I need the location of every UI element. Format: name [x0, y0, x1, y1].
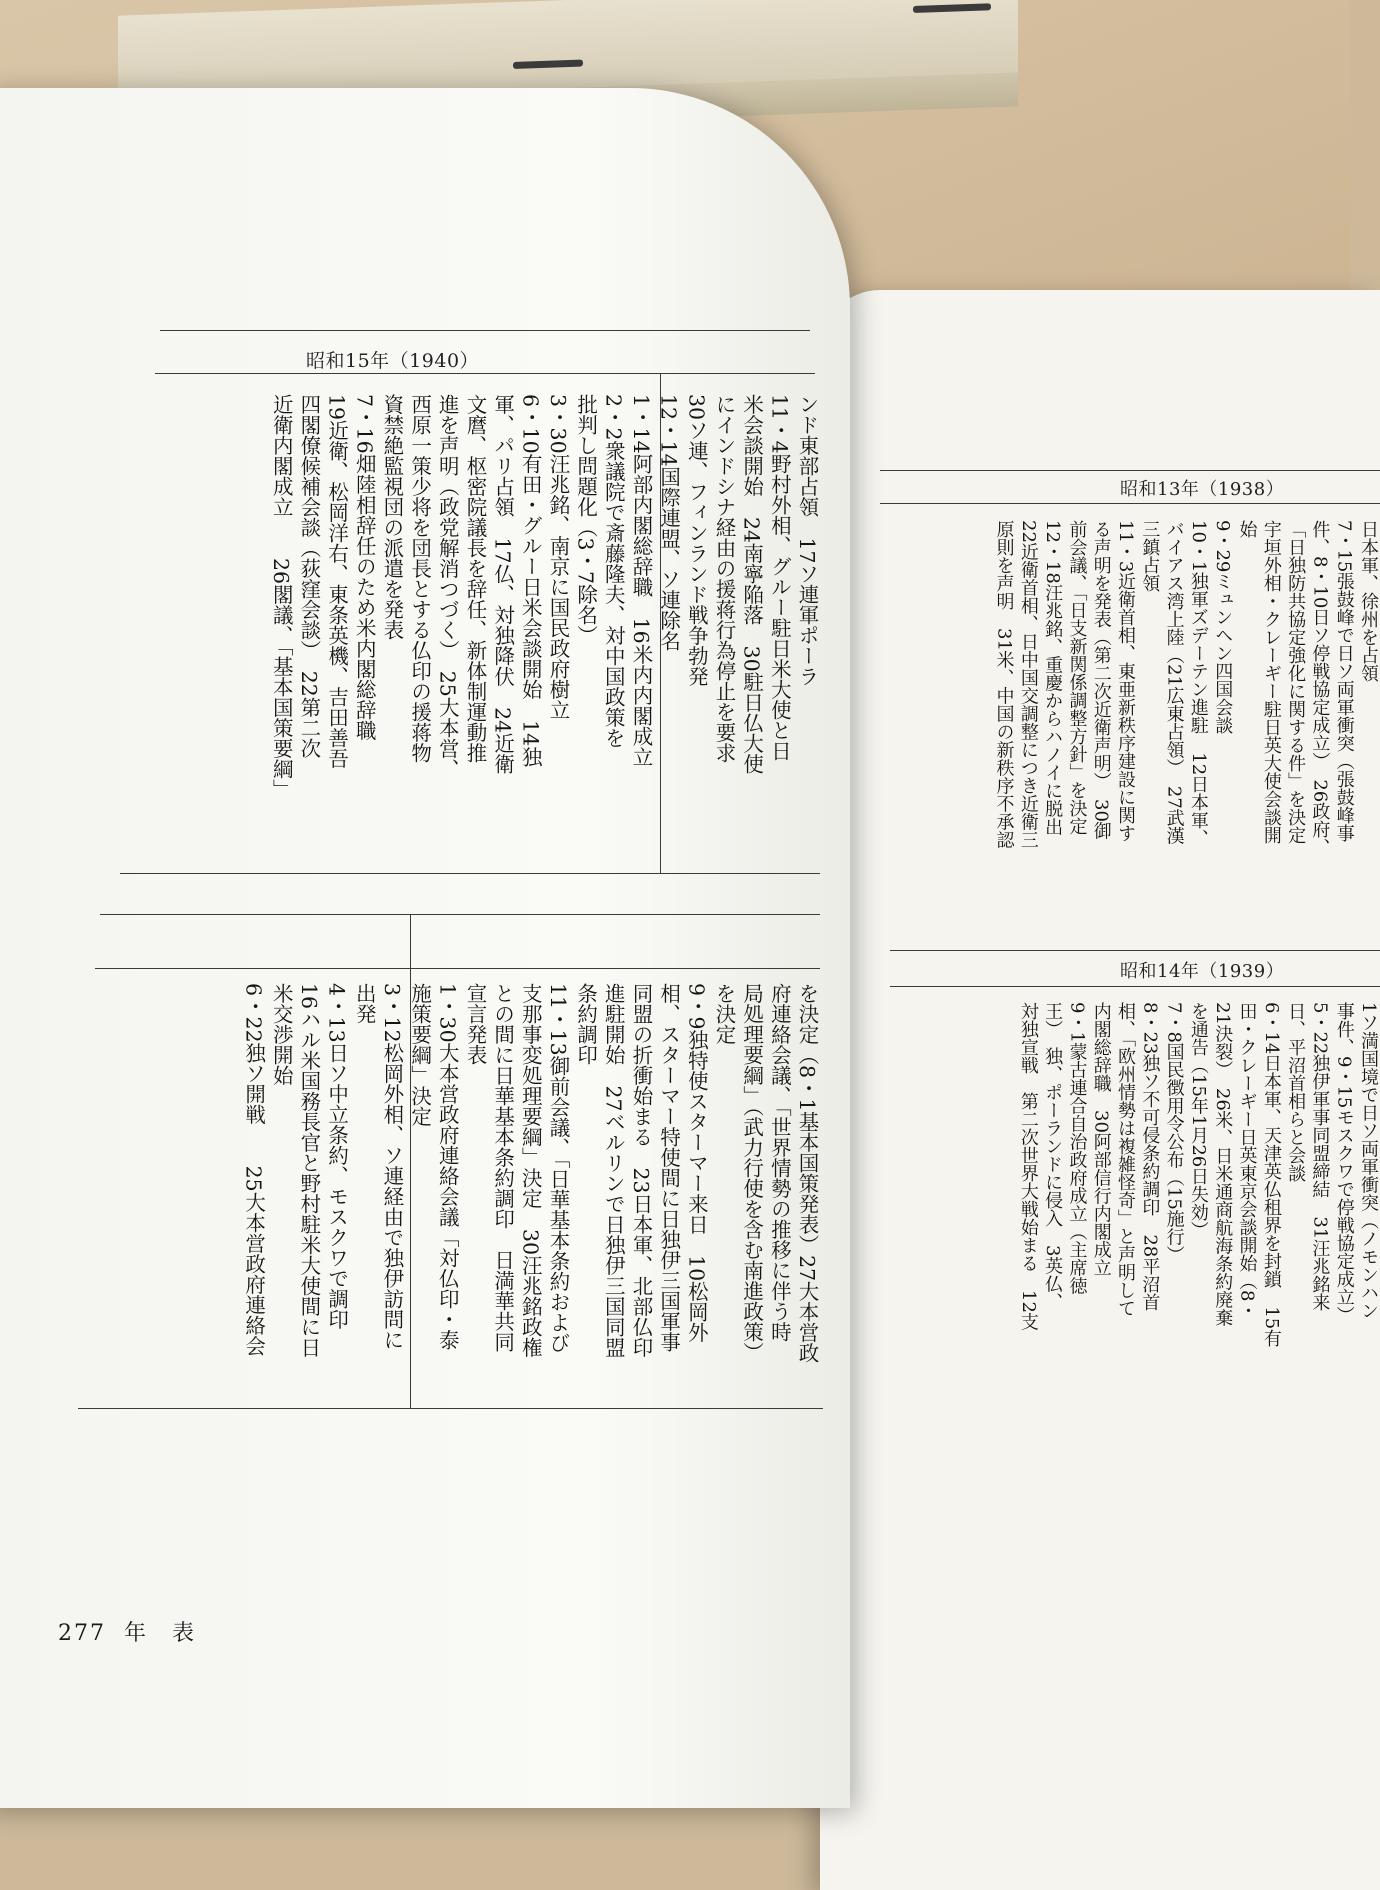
timeline-entry: 出発 — [352, 983, 377, 1024]
timeline-entry: 19近衛、松岡洋右、東条英機、吉田善吾 — [324, 394, 349, 769]
timeline-entry: 7・16畑陸相辞任のため米内閣総辞職 — [352, 394, 377, 741]
timeline-entry: 6・14日本軍、天津英仏租界を封鎖 15有 — [1260, 1002, 1282, 1348]
table-rule — [100, 914, 820, 915]
timeline-entry: 批判し問題化（3・7除名） — [573, 394, 598, 646]
timeline-entry: 30ソ連、フィンランド戦争勃発 — [684, 394, 709, 687]
box-slot — [913, 3, 991, 13]
table-rule — [120, 873, 820, 874]
year-heading-1939: 昭和14年（1939） — [1120, 961, 1285, 982]
year-heading-1940: 昭和15年（1940） — [306, 350, 480, 372]
timeline-entry: 相、「欧州情勢は複雑怪奇」と声明して — [1115, 1002, 1137, 1317]
timeline-entry: 宣言発表 — [462, 983, 487, 1065]
timeline-entry: 始 — [1236, 520, 1258, 538]
timeline-entry: との間に日華基本条約調印 日満華共同 — [490, 983, 515, 1352]
timeline-entry: 12・18汪兆銘、重慶からハノイに脱出 — [1042, 520, 1064, 836]
page-number: 277 — [58, 1621, 106, 1646]
timeline-entry: 1・30大本営政府連絡会議「対仏印・泰 — [435, 983, 460, 1351]
timeline-entry: 11・3近衛首相、東亜新秩序建設に関す — [1115, 520, 1137, 843]
timeline-entry: 9・29ミュンヘン四国会談 — [1212, 520, 1234, 735]
timeline-entry: 日本軍、徐州を占領 — [1358, 520, 1379, 682]
timeline-entry: 軍、パリ占領 17仏、対独降伏 24近衛 — [490, 394, 515, 775]
timeline-entry: 文麿、枢密院議長を辞任、新体制運動推 — [462, 394, 487, 763]
table-rule — [880, 503, 1380, 504]
timeline-entry: 10・1独軍ズデーテン進駐 12日本軍、 — [1187, 520, 1209, 848]
table-rule — [890, 986, 1380, 987]
table-rule — [890, 950, 1380, 951]
timeline-entry: 9・9独特使スターマー来日 10松岡外 — [684, 983, 709, 1343]
timeline-1941 — [110, 983, 820, 1403]
left-page — [0, 88, 850, 1808]
table-rule — [78, 1408, 823, 1409]
timeline-entry: 府連絡会議、「世界情勢の推移に伴う時 — [767, 983, 792, 1342]
timeline-entry: 進を声明（政党解消つづく） 25大本営、 — [435, 394, 460, 779]
timeline-entry: 事件、9・15モスクワで停戦協定成立） — [1333, 1002, 1355, 1325]
timeline-entry: 米交渉開始 — [269, 983, 294, 1086]
timeline-entry: 3・30汪兆銘、南京に国民政府樹立 — [545, 394, 570, 721]
timeline-entry: 施策要綱」決定 — [407, 983, 432, 1127]
timeline-entry: 6・10有田・グルー日米会談開始 14独 — [518, 394, 543, 767]
timeline-entry: 原則を声明 31米、中国の新秩序不承認 — [993, 520, 1015, 849]
timeline-entry: にインドシナ経由の援蒋行為停止を要求 — [711, 394, 736, 763]
running-title: 年 表 — [124, 1621, 197, 1646]
timeline-entry: 22近衛首相、日中国交調整につき近衛三 — [1017, 520, 1039, 849]
page-folio — [58, 1616, 214, 1647]
timeline-entry: 1ソ満国境で日ソ両軍衝突（ノモンハン — [1358, 1002, 1379, 1320]
timeline-entry: 7・15張鼓峰で日ソ両軍衝突（張鼓峰事 — [1333, 520, 1355, 843]
table-rule — [880, 470, 1380, 471]
timeline-entry: 前会議、「日支新関係調整方針」を決定 — [1066, 520, 1088, 835]
timeline-entry: を通告（15年1月26日失効） — [1187, 1002, 1209, 1240]
timeline-entry: 四閣僚候補会談（荻窪会談） 22第二次 — [296, 394, 321, 759]
timeline-entry: 条約調印 — [573, 983, 598, 1065]
timeline-entry: 1・14阿部内閣総辞職 16米内内閣成立 — [628, 394, 653, 767]
timeline-entry: 11・4野村外相、グルー駐日米大使と日 — [767, 394, 792, 762]
timeline-1939 — [900, 1002, 1380, 1602]
timeline-entry: 2・2衆議院で斎藤隆夫、対中国政策を — [601, 394, 626, 749]
timeline-entry: 王） 独、ポーランドに侵入 3英仏、 — [1042, 1002, 1064, 1311]
timeline-entry: 田・クレーギー日英東京会談開始（8・ — [1236, 1002, 1258, 1320]
timeline-entry: 米会談開始 24南寧陥落 30駐日仏大使 — [739, 394, 764, 775]
timeline-entry: 同盟の折衝始まる 23日本軍、北部仏印 — [628, 983, 653, 1358]
timeline-entry: 内閣総辞職 30阿部信行内閣成立 — [1090, 1002, 1112, 1277]
timeline-entry: 7・8国民徴用令公布（15施行） — [1163, 1002, 1185, 1264]
timeline-entry: 資禁絶監視団の派遣を発表 — [379, 394, 404, 640]
timeline-entry: 16ハル米国務長官と野村駐米大使間に日 — [296, 983, 321, 1358]
timeline-1940 — [140, 394, 820, 864]
timeline-entry: 日、平沼首相らと会談 — [1285, 1002, 1307, 1182]
timeline-entry: 相、スターマー特使間に日独伊三国軍事 — [656, 983, 681, 1352]
timeline-entry: ンド東部占領 17ソ連軍ポーラ — [795, 394, 819, 687]
timeline-entry: 三鎮占領 — [1139, 520, 1161, 592]
right-page — [820, 290, 1380, 1890]
timeline-entry: 局処理要綱」（武力行使を含む南進政策） — [739, 983, 764, 1363]
timeline-entry: 近衛内閣成立 26閣議、「基本国策要綱」 — [269, 394, 294, 800]
timeline-entry: 対独宣戦 第二次世界大戦始まる 12支 — [1017, 1002, 1039, 1331]
timeline-entry: 9・1蒙古連合自治政府成立（主席徳 — [1066, 1002, 1088, 1295]
timeline-entry: を決定（8・1基本国策発表）27大本営政 — [795, 983, 819, 1364]
timeline-entry: を決定 — [711, 983, 736, 1045]
timeline-entry: 11・13御前会議、「日華基本条約および — [545, 983, 570, 1353]
timeline-entry: 件、8・10日ソ停戦協定成立） 26政府、 — [1309, 520, 1331, 857]
timeline-entry: 進駐開始 27ベルリンで日独伊三国同盟 — [601, 983, 626, 1358]
timeline-entry: 21決裂） 26米、日米通商航海条約廃棄 — [1212, 1002, 1234, 1327]
timeline-entry: 8・23独ソ不可侵条約調印 28平沼首 — [1139, 1002, 1161, 1312]
timeline-entry: 西原一策少将を団長とする仏印の援蒋物 — [407, 394, 432, 763]
table-rule — [155, 373, 815, 374]
table-rule — [95, 968, 820, 969]
timeline-entry: 3・12松岡外相、ソ連経由で独伊訪問に — [379, 983, 404, 1351]
timeline-entry: 12・14国際連盟、ソ連除名 — [656, 394, 681, 652]
timeline-entry: 4・13日ソ中立条約、モスクワで調印 — [324, 983, 349, 1330]
timeline-entry: 「日独防共協定強化に関する件」を決定 — [1285, 520, 1307, 844]
timeline-entry: 宇垣外相・クレーギー駐日英大使会談開 — [1260, 520, 1282, 844]
timeline-entry: る声明を発表（第二次近衛声明） 30御 — [1090, 520, 1112, 840]
box-slot — [513, 59, 583, 68]
table-rule — [160, 330, 810, 331]
timeline-entry: 6・22独ソ開戦 25大本営政府連絡会 — [241, 983, 266, 1356]
timeline-entry: 5・22独伊軍事同盟締結 31汪兆銘来 — [1309, 1002, 1331, 1312]
timeline-entry: 支那事変処理要綱」決定 30汪兆銘政権 — [518, 983, 543, 1358]
year-heading-1938: 昭和13年（1938） — [1120, 479, 1285, 500]
timeline-entry: バイアス湾上陸（21広東占領） 27武漢 — [1163, 520, 1185, 845]
